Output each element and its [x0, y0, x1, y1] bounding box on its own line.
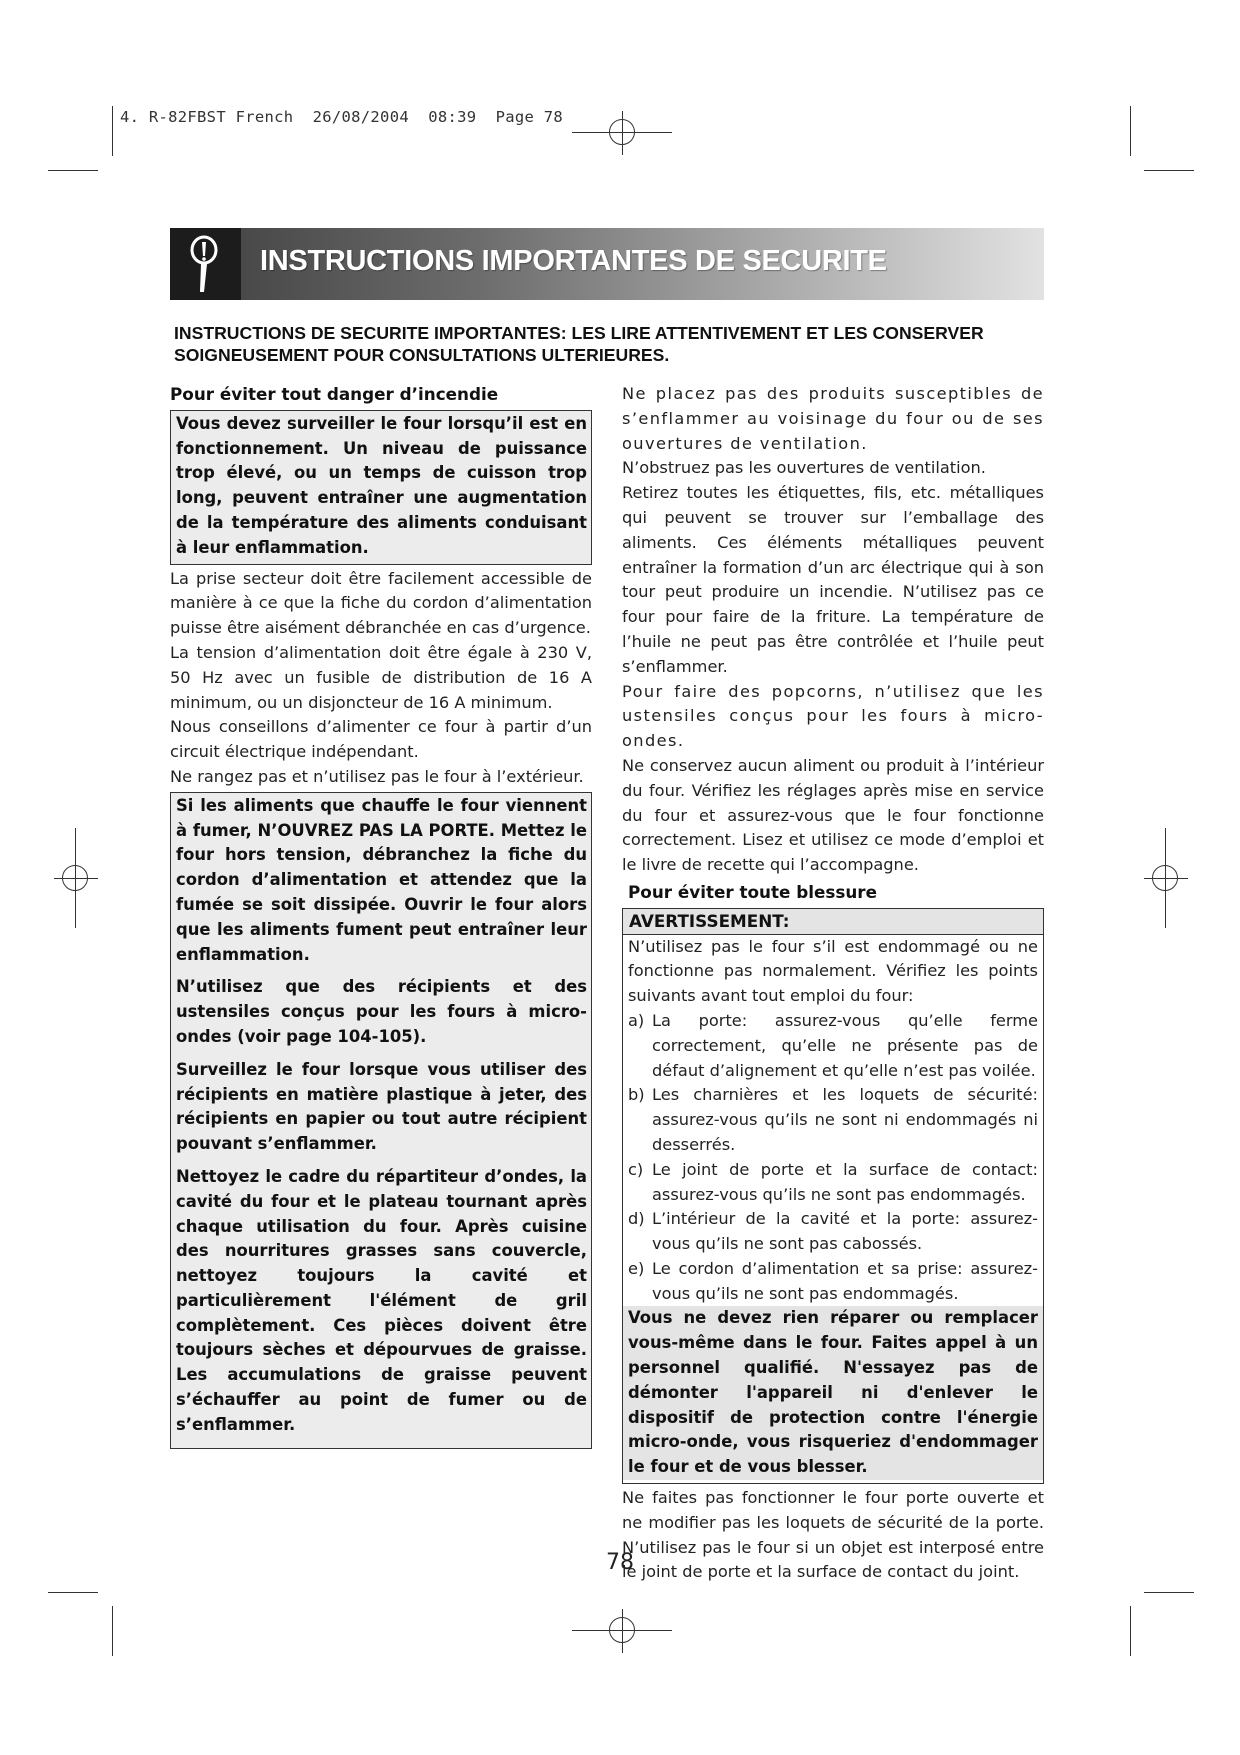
paragraph: Ne placez pas des produits susceptibles de s’enflammer au voisinage du four ou de ses ouvertures de ventilation.	[622, 384, 1044, 453]
list-label: b)	[628, 1085, 645, 1105]
injury-heading: Pour éviter toute blessure	[628, 881, 877, 902]
registration-mark	[601, 1609, 645, 1653]
paragraph: Ne rangez pas et n’utilisez pas le four à l’extérieur.	[170, 766, 584, 786]
left-column	[170, 382, 592, 1449]
page-number: 78	[606, 1550, 634, 1575]
box-text: Nettoyez le cadre du répartiteur d’ondes, la cavité du four et le plateau tournant après chaque utilisation du four. Après cuisine des nourritures grasses sans couvercle, nettoyez toujours la cavité et particulièrement l'élément de gril complètement. Ces pièces doivent être toujours sèches et dépourvues de graisse. Les accumulations de graisse peuvent s’échauffer au point de fumer ou de s’enflammer.	[176, 1166, 587, 1434]
box-text: Vous ne devez rien réparer ou remplacer vous-même dans le four. Faites appel à un personnel qualifié. N'essayez pas de démonter l'appareil ni d'enlever le dispositif de protection contre l'énergie micro-onde, vous risqueriez d'endommager le four et de vous blesser.	[628, 1308, 1038, 1477]
crop-mark	[1144, 1592, 1194, 1593]
registration-mark	[601, 111, 645, 155]
list-item	[628, 1257, 1038, 1307]
right-column	[622, 382, 1044, 1585]
crop-mark	[1130, 106, 1131, 156]
paragraph: Retirez toutes les étiquettes, fils, etc. métalliques qui peuvent se trouver sur l’emballage des aliments. Ces éléments métalliques peuvent entraîner la formation d’un arc électrique qui à son tour peut produire un incendie. N’utilisez pas ce four pour faire de la friture. La température de l’huile ne peut pas être contrôlée et l’huile peut s’enflammer.	[622, 483, 1044, 676]
list-text: La porte: assurez-vous qu’elle ferme correctement, qu’elle ne présente pas de défaut d’alignement et qu’elle n’est pas voilée.	[652, 1010, 1038, 1080]
crop-mark	[112, 106, 113, 156]
warning-box	[622, 908, 1044, 1484]
list-text: L’intérieur de la cavité et la porte: assurez-vous qu’ils ne sont pas cabossés.	[652, 1209, 1038, 1254]
paragraph: Nous conseillons d’alimenter ce four à partir d’un circuit électrique indépendant.	[170, 717, 592, 762]
exclamation-icon	[170, 228, 241, 300]
list-item	[628, 1009, 1038, 1083]
list-label: d)	[628, 1209, 645, 1229]
crop-mark	[1130, 1606, 1131, 1656]
list-item	[628, 1083, 1038, 1157]
list-label: c)	[628, 1159, 644, 1179]
paragraph: Ne conservez aucun aliment ou produit à l’intérieur du four. Vérifiez les réglages après mise en service du four et assurez-vous que le four fonctionne correctement. Lisez et utilisez ce mode d’emploi et le livre de recette qui l’accompagne.	[622, 755, 1044, 875]
list-text: Le cordon d’alimentation et sa prise: assurez-vous qu’ils ne sont pas endommagés.	[652, 1258, 1038, 1303]
registration-mark	[1144, 857, 1188, 901]
intro-warning: INSTRUCTIONS DE SECURITE IMPORTANTES: LES LIRE ATTENTIVEMENT ET LES CONSERVER SOIGNEUSEMENT POUR CONSULTATIONS ULTERIEURES.	[174, 323, 984, 365]
registration-mark	[54, 857, 98, 901]
paragraph: Ne faites pas fonctionner le four porte ouverte et ne modifier pas les loquets de sécurité de la porte. N’utilisez pas le four si un objet est interposé entre le joint de porte et la surface de contact du joint.	[622, 1488, 1044, 1582]
section-header-band	[170, 228, 1044, 300]
paragraph: La prise secteur doit être facilement accessible de manière à ce que la fiche du cordon d’alimentation puisse être aisément débranchée en cas d’urgence.	[170, 568, 592, 638]
page-title: INSTRUCTIONS IMPORTANTES DE SECURITE	[260, 245, 887, 277]
repair-warning	[623, 1306, 1043, 1480]
crop-mark	[1144, 170, 1194, 171]
paragraph: N’obstruez pas les ouvertures de ventilation.	[622, 458, 986, 478]
box-text: Surveillez le four lorsque vous utiliser des récipients en matière plastique à jeter, des récipients en papier ou tout autre récipient pouvant s’enflammer.	[176, 1059, 587, 1154]
paragraph: La tension d’alimentation doit être égale à 230 V, 50 Hz avec un fusible de distribution de 16 A minimum, ou un disjoncteur de 16 A minimum.	[170, 642, 592, 712]
fire-heading: Pour éviter tout danger d’incendie	[170, 384, 499, 404]
list-text: Les charnières et les loquets de sécurité: assurez-vous qu’ils ne sont ni endommagés ni desserrés.	[652, 1085, 1038, 1154]
fire-warning-box	[170, 410, 592, 565]
box-text: N’utilisez que des récipients et des ustensiles conçus pour les fours à micro-ondes (voir page 104-105).	[176, 977, 587, 1046]
list-item	[628, 1207, 1038, 1257]
crop-mark	[48, 170, 98, 171]
smoke-warning-box	[170, 792, 592, 1449]
warning-intro: N’utilisez pas le four s’il est endommagé ou ne fonctionne pas normalement. Vérifiez les points suivants avant tout emploi du four:	[628, 936, 1038, 1006]
box-text: Vous devez surveiller le four lorsqu’il est en fonctionnement. Un niveau de puissance trop élevé, ou un temps de cuisson trop long, peuvent entraîner une augmentation de la température des aliments conduisant à leur enflammation.	[176, 413, 587, 557]
list-label: e)	[628, 1258, 645, 1278]
list-label: a)	[628, 1010, 645, 1030]
warning-title: AVERTISSEMENT:	[623, 909, 1043, 935]
crop-mark	[48, 1592, 98, 1593]
print-slug: 4. R-82FBST French 26/08/2004 08:39 Page 78	[120, 108, 564, 126]
paragraph: Pour faire des popcorns, n’utilisez que les ustensiles conçus pour les fours à micro-ondes.	[622, 681, 1044, 751]
crop-mark	[112, 1606, 113, 1656]
list-item	[628, 1158, 1038, 1208]
list-text: Le joint de porte et la surface de contact: assurez-vous qu’ils ne sont pas endommagés.	[652, 1159, 1038, 1204]
box-text: Si les aliments que chauffe le four viennent à fumer, N’OUVREZ PAS LA PORTE. Mettez le four hors tension, débranchez la fiche du cordon d’alimentation et attendez que la fumée se soit dissipée. Ouvrir le four alors que les aliments fument peut entraîner leur enflammation.	[176, 795, 587, 964]
